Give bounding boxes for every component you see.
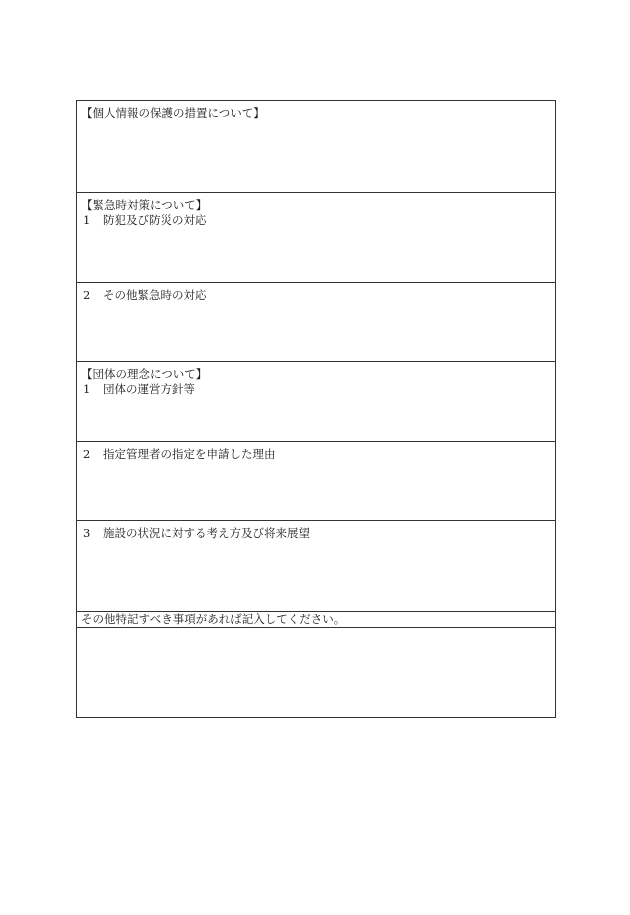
- privacy-section[interactable]: [77, 101, 555, 193]
- other-notes-entry-area[interactable]: [77, 628, 555, 717]
- other-notes-label: その他特記すべき事項があれば記入してください。: [81, 612, 346, 626]
- philosophy-item-2-number: 2: [83, 447, 91, 461]
- emergency-item-2: [83, 288, 549, 303]
- emergency-heading: 【緊急時対策について】: [81, 198, 208, 212]
- philosophy-outlook-section[interactable]: [77, 521, 555, 612]
- philosophy-item-2-label: 指定管理者の指定を申請した理由: [103, 447, 276, 461]
- emergency-item-1-label: 防犯及び防災の対応: [103, 213, 207, 227]
- emergency-other-section[interactable]: [77, 283, 555, 362]
- philosophy-item-1-number: 1: [83, 382, 91, 396]
- philosophy-item-3-number: 3: [83, 526, 91, 540]
- emergency-item-2-label: その他緊急時の対応: [103, 288, 207, 302]
- philosophy-item-1: [83, 382, 549, 397]
- application-form-table: [76, 100, 556, 718]
- emergency-item-2-number: 2: [83, 288, 91, 302]
- philosophy-item-2: [83, 447, 549, 462]
- emergency-item-1: [83, 213, 549, 228]
- philosophy-heading: 【団体の理念について】: [81, 367, 208, 381]
- philosophy-reason-section[interactable]: [77, 442, 555, 521]
- emergency-crime-disaster-section[interactable]: [77, 193, 555, 283]
- other-notes-instruction: [77, 612, 555, 628]
- philosophy-item-3-label: 施設の状況に対する考え方及び将来展望: [103, 526, 310, 540]
- privacy-heading: 【個人情報の保護の措置について】: [81, 106, 265, 120]
- philosophy-policy-section[interactable]: [77, 362, 555, 442]
- philosophy-item-3: [83, 526, 549, 541]
- philosophy-item-1-label: 団体の運営方針等: [103, 382, 195, 396]
- emergency-item-1-number: 1: [83, 213, 91, 227]
